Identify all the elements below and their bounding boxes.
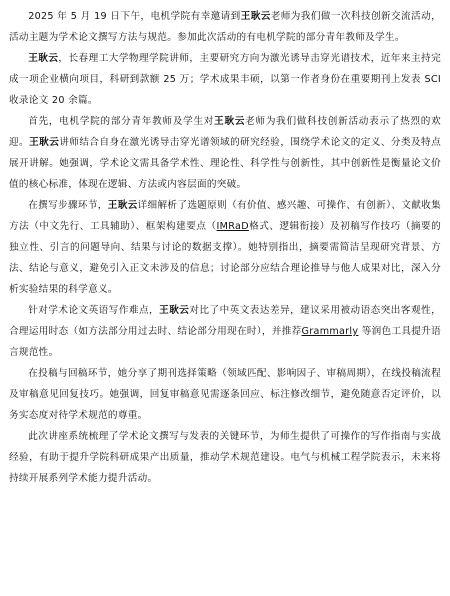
paragraph-3 <box>9 111 441 195</box>
text-run: 首先，电机学院的部分青年教师及学生对 <box>28 116 215 127</box>
speaker-name: 王耿云 <box>240 11 271 22</box>
text-run: 格式、逻辑衔接）及初稿写作技巧（摘要的独立性、引言的问题导向、结果与讨论的数据支撑）。她特别指出，摘要需简洁呈现研究背景、方法、结论与意义，避免引入正文未涉及的信息；讨论部分应结合理论推导与他人成果对比，深入分析实验结果的科学意义。 <box>9 221 442 295</box>
imrad-term: IMRaD <box>216 221 249 232</box>
text-run: 对比了中英文表达差异，建议采用被动语态突出客观性，合理运用时态（如方法部分用过去时、结论部分用现在时），并推荐 <box>9 305 441 337</box>
paragraph-2 <box>9 48 441 111</box>
text-run: ，长春理工大学物理学院讲师，主要研究方向为激光诱导击穿光谱技术，近年来主持完成一项企业横向项目，科研到款额 25 万；学术成果丰硕，以第一作者身份在重要期刊上发表 SCI 收录论文 20 余篇。 <box>9 53 441 106</box>
text-run: 老师为我们做一次科技创新交流活动，活动主题为学术论文撰写方法与规范。参加此次活动的有电机学院的部分青年教师及学生。 <box>9 11 441 43</box>
speaker-name: 王耿云 <box>29 137 60 148</box>
paragraph-6 <box>9 363 441 426</box>
text-run: 详细解析了选题原则（有价值、感兴趣、可操作、有创新）、文献收集方法（中文先行、工具辅助）、框架构建要点（ <box>9 200 442 232</box>
text-run: 等润色工具提升语言规范性。 <box>9 326 441 358</box>
speaker-name: 王耿云 <box>28 53 59 64</box>
paragraph-7 <box>9 426 441 489</box>
speaker-name: 王耿云 <box>214 116 246 127</box>
paragraph-1 <box>9 6 441 48</box>
text-run: 2025 年 5 月 19 日下午，电机学院有幸邀请到 <box>28 11 241 22</box>
paragraph-5 <box>9 300 441 363</box>
text-run: 老师为我们做科技创新活动表示了热烈的欢迎。 <box>9 116 442 148</box>
speaker-name: 王耿云 <box>159 305 190 316</box>
text-run: 在投稿与回稿环节，她分享了期刊选择策略（领域匹配、影响因子、审稿周期），在线投稿流程及审稿意见回复技巧。她强调，回复审稿意见需逐条回应、标注修改细节，避免随意否定评价，以务实态度对待学术规范的尊重。 <box>9 368 441 421</box>
speaker-name: 王耿云 <box>107 200 138 211</box>
text-run: 针对学术论文英语写作难点， <box>28 305 160 316</box>
text-run: 在撰写步骤环节， <box>28 200 108 211</box>
grammarly-term: Grammarly <box>301 326 359 337</box>
text-run: 此次讲座系统梳理了学术论文撰写与发表的关键环节，为师生提供了可操作的写作指南与实战经验，有助于提升学院科研成果产出质量，推动学术规范建设。电气与机械工程学院表示，未来将持续开展系列学术能力提升活动。 <box>9 431 441 484</box>
text-run: 讲师结合自身在激光诱导击穿光谱领域的研究经验，围绕学术论文的定义、分类及特点展开讲解。她强调，学术论文需具备学术性、理论性、科学性与创新性，其中创新性是衡量论文价值的核心标准，体现在逻辑、方法或内容层面的突破。 <box>9 137 441 190</box>
paragraph-4 <box>9 195 441 300</box>
